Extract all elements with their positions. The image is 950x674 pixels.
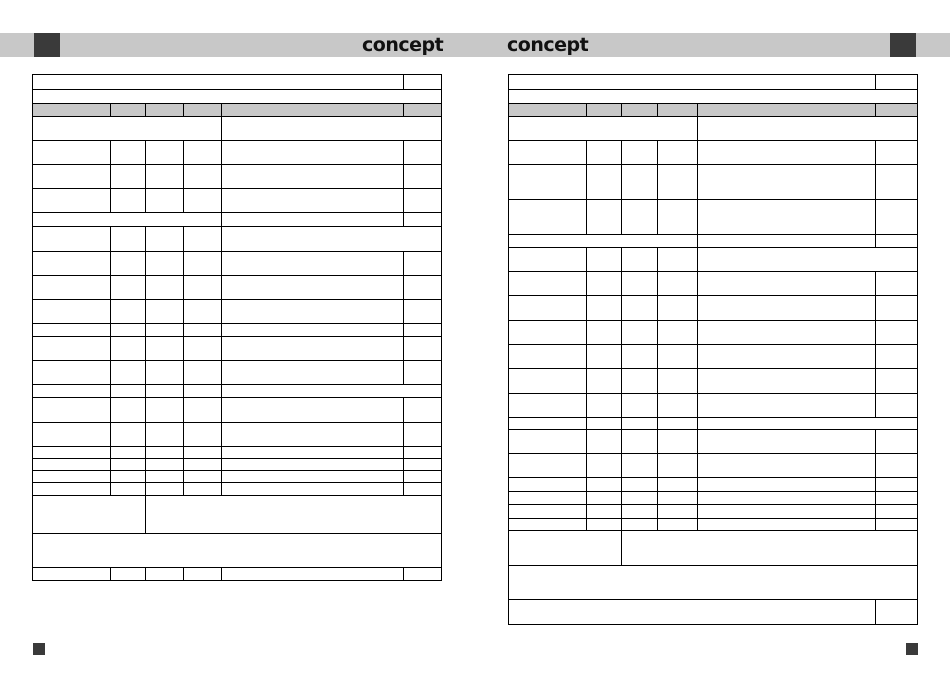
grid-line xyxy=(145,226,146,251)
grid-line xyxy=(875,453,876,477)
right-spec-table xyxy=(508,74,918,625)
grid-line xyxy=(183,164,184,188)
grid-line xyxy=(621,393,622,417)
grid-line xyxy=(221,275,222,299)
grid-line xyxy=(221,226,222,251)
grid-line xyxy=(697,344,698,368)
grid-line xyxy=(110,458,111,470)
grid-line xyxy=(697,271,698,295)
grid-line xyxy=(875,103,876,116)
grid-line xyxy=(657,320,658,344)
grid-line xyxy=(183,323,184,336)
grid-line xyxy=(221,188,222,212)
grid-line xyxy=(110,482,111,495)
grid-line xyxy=(657,417,658,429)
grid-line xyxy=(33,212,441,213)
grid-line xyxy=(403,164,404,188)
grid-line xyxy=(145,164,146,188)
grid-line xyxy=(403,75,404,89)
grid-line xyxy=(697,234,698,247)
grid-line xyxy=(697,295,698,320)
grid-line xyxy=(33,226,441,227)
grid-line xyxy=(509,89,917,90)
grid-line xyxy=(586,103,587,116)
grid-line xyxy=(145,397,146,422)
grid-line xyxy=(586,271,587,295)
grid-line xyxy=(875,320,876,344)
grid-line xyxy=(697,504,698,518)
grid-line xyxy=(586,453,587,477)
grid-line xyxy=(875,199,876,234)
grid-line xyxy=(403,336,404,360)
grid-line xyxy=(33,397,441,398)
grid-line xyxy=(697,320,698,344)
grid-line xyxy=(221,567,222,580)
grid-line xyxy=(509,518,917,519)
grid-line xyxy=(145,299,146,323)
grid-line xyxy=(183,567,184,580)
grid-line xyxy=(183,226,184,251)
grid-line xyxy=(657,140,658,164)
grid-line xyxy=(403,212,404,226)
grid-line xyxy=(621,518,622,530)
grid-line xyxy=(657,504,658,518)
header-right-corner-icon xyxy=(890,33,916,57)
grid-line xyxy=(403,251,404,275)
grid-line xyxy=(110,323,111,336)
grid-line xyxy=(183,140,184,164)
grid-line xyxy=(509,491,917,492)
grid-line xyxy=(875,75,876,89)
grid-line xyxy=(183,482,184,495)
grid-line xyxy=(509,344,917,345)
grid-line xyxy=(875,295,876,320)
grid-line xyxy=(586,295,587,320)
grid-line xyxy=(145,336,146,360)
grid-line xyxy=(221,482,222,495)
grid-line xyxy=(657,477,658,491)
grid-line xyxy=(509,368,917,369)
grid-line xyxy=(697,103,698,116)
grid-line xyxy=(145,482,146,495)
grid-line xyxy=(403,103,404,116)
grid-line xyxy=(403,397,404,422)
grid-line xyxy=(221,384,222,397)
grid-line xyxy=(145,140,146,164)
grid-line xyxy=(221,140,222,164)
grid-line xyxy=(621,504,622,518)
grid-line xyxy=(403,188,404,212)
grid-line xyxy=(697,164,698,199)
grid-line xyxy=(697,453,698,477)
right-brand-logo: concept xyxy=(507,34,589,56)
grid-line xyxy=(697,199,698,234)
grid-line xyxy=(33,188,441,189)
grid-line xyxy=(33,103,441,104)
grid-line xyxy=(657,344,658,368)
grid-line xyxy=(145,323,146,336)
grid-line xyxy=(697,393,698,417)
grid-line xyxy=(586,504,587,518)
grid-line xyxy=(183,422,184,446)
grid-line xyxy=(657,295,658,320)
grid-line xyxy=(657,199,658,234)
grid-line xyxy=(621,320,622,344)
grid-line xyxy=(110,275,111,299)
grid-line xyxy=(33,275,441,276)
grid-line xyxy=(697,368,698,393)
grid-line xyxy=(33,470,441,471)
grid-line xyxy=(586,247,587,271)
grid-line xyxy=(183,336,184,360)
grid-line xyxy=(586,368,587,393)
grid-line xyxy=(509,429,917,430)
grid-line xyxy=(183,103,184,116)
grid-line xyxy=(509,453,917,454)
grid-line xyxy=(221,422,222,446)
grid-line xyxy=(145,251,146,275)
grid-line xyxy=(586,199,587,234)
table-header-row xyxy=(33,104,441,116)
grid-line xyxy=(221,360,222,384)
header-bar xyxy=(0,33,950,57)
grid-line xyxy=(221,299,222,323)
grid-line xyxy=(183,446,184,458)
grid-line xyxy=(33,116,441,117)
grid-line xyxy=(33,482,441,483)
grid-line xyxy=(586,477,587,491)
grid-line xyxy=(875,599,876,624)
grid-line xyxy=(875,271,876,295)
grid-line xyxy=(33,140,441,141)
grid-line xyxy=(110,446,111,458)
grid-line xyxy=(621,491,622,504)
grid-line xyxy=(403,360,404,384)
grid-line xyxy=(183,470,184,482)
grid-line xyxy=(221,323,222,336)
table-header-row xyxy=(509,104,917,116)
grid-line xyxy=(403,140,404,164)
grid-line xyxy=(183,299,184,323)
grid-line xyxy=(110,397,111,422)
grid-line xyxy=(33,384,441,385)
grid-line xyxy=(33,164,441,165)
grid-line xyxy=(875,344,876,368)
grid-line xyxy=(221,251,222,275)
grid-line xyxy=(875,504,876,518)
grid-line xyxy=(145,567,146,580)
grid-line xyxy=(621,453,622,477)
grid-line xyxy=(221,446,222,458)
grid-line xyxy=(586,393,587,417)
grid-line xyxy=(509,504,917,505)
grid-line xyxy=(403,567,404,580)
grid-line xyxy=(657,518,658,530)
grid-line xyxy=(183,275,184,299)
grid-line xyxy=(657,103,658,116)
grid-line xyxy=(697,491,698,504)
grid-line xyxy=(110,336,111,360)
grid-line xyxy=(875,477,876,491)
grid-line xyxy=(403,446,404,458)
grid-line xyxy=(657,368,658,393)
grid-line xyxy=(697,417,698,429)
grid-line xyxy=(509,393,917,394)
grid-line xyxy=(403,275,404,299)
grid-line xyxy=(403,482,404,495)
grid-line xyxy=(33,533,441,534)
grid-line xyxy=(509,599,917,600)
grid-line xyxy=(621,368,622,393)
grid-line xyxy=(110,188,111,212)
grid-line xyxy=(657,393,658,417)
grid-line xyxy=(509,140,917,141)
grid-line xyxy=(110,251,111,275)
grid-line xyxy=(586,518,587,530)
grid-line xyxy=(586,344,587,368)
grid-line xyxy=(221,164,222,188)
grid-line xyxy=(875,368,876,393)
grid-line xyxy=(33,495,441,496)
grid-line xyxy=(697,247,698,271)
grid-line xyxy=(221,116,222,140)
grid-line xyxy=(183,397,184,422)
grid-line xyxy=(183,360,184,384)
grid-line xyxy=(875,518,876,530)
grid-line xyxy=(110,103,111,116)
grid-line xyxy=(509,271,917,272)
left-spec-table xyxy=(32,74,442,581)
grid-line xyxy=(509,320,917,321)
grid-line xyxy=(145,103,146,116)
grid-line xyxy=(586,417,587,429)
grid-line xyxy=(221,470,222,482)
grid-line xyxy=(145,458,146,470)
grid-line xyxy=(221,212,222,226)
grid-line xyxy=(875,164,876,199)
grid-line xyxy=(621,103,622,116)
grid-line xyxy=(586,429,587,453)
grid-line xyxy=(110,164,111,188)
grid-line xyxy=(145,275,146,299)
grid-line xyxy=(33,323,441,324)
grid-line xyxy=(875,491,876,504)
grid-line xyxy=(621,164,622,199)
grid-line xyxy=(403,458,404,470)
grid-line xyxy=(509,164,917,165)
grid-line xyxy=(621,344,622,368)
grid-line xyxy=(875,429,876,453)
grid-line xyxy=(110,384,111,397)
grid-line xyxy=(509,417,917,418)
grid-line xyxy=(33,89,441,90)
grid-line xyxy=(33,446,441,447)
grid-line xyxy=(183,384,184,397)
footer-right-marker-icon xyxy=(906,643,918,655)
grid-line xyxy=(509,565,917,566)
grid-line xyxy=(875,140,876,164)
grid-line xyxy=(221,397,222,422)
grid-line xyxy=(110,422,111,446)
grid-line xyxy=(145,188,146,212)
grid-line xyxy=(33,251,441,252)
grid-line xyxy=(875,393,876,417)
grid-line xyxy=(621,199,622,234)
grid-line xyxy=(509,103,917,104)
footer-left-marker-icon xyxy=(33,643,45,655)
grid-line xyxy=(621,247,622,271)
grid-line xyxy=(403,323,404,336)
grid-line xyxy=(697,477,698,491)
grid-line xyxy=(509,530,917,531)
grid-line xyxy=(509,234,917,235)
grid-line xyxy=(657,429,658,453)
grid-line xyxy=(509,477,917,478)
grid-line xyxy=(221,336,222,360)
grid-line xyxy=(110,470,111,482)
grid-line xyxy=(509,247,917,248)
grid-line xyxy=(110,140,111,164)
grid-line xyxy=(33,567,441,568)
grid-line xyxy=(145,360,146,384)
grid-line xyxy=(586,491,587,504)
left-brand-logo: concept xyxy=(362,34,444,56)
grid-line xyxy=(145,384,146,397)
grid-line xyxy=(586,164,587,199)
grid-line xyxy=(145,446,146,458)
grid-line xyxy=(33,336,441,337)
grid-line xyxy=(621,477,622,491)
grid-line xyxy=(509,116,917,117)
grid-line xyxy=(621,417,622,429)
grid-line xyxy=(697,429,698,453)
grid-line xyxy=(875,234,876,247)
grid-line xyxy=(183,458,184,470)
grid-line xyxy=(586,320,587,344)
grid-line xyxy=(697,518,698,530)
grid-line xyxy=(621,140,622,164)
grid-line xyxy=(33,422,441,423)
grid-line xyxy=(509,295,917,296)
grid-line xyxy=(621,429,622,453)
grid-line xyxy=(657,453,658,477)
grid-line xyxy=(221,103,222,116)
grid-line xyxy=(586,140,587,164)
grid-line xyxy=(110,299,111,323)
grid-line xyxy=(697,140,698,164)
grid-line xyxy=(183,251,184,275)
grid-line xyxy=(145,495,146,533)
grid-line xyxy=(183,188,184,212)
grid-line xyxy=(657,247,658,271)
grid-line xyxy=(657,164,658,199)
grid-line xyxy=(657,271,658,295)
grid-line xyxy=(33,299,441,300)
grid-line xyxy=(621,530,622,565)
grid-line xyxy=(657,491,658,504)
grid-line xyxy=(621,271,622,295)
grid-line xyxy=(403,299,404,323)
grid-line xyxy=(145,422,146,446)
grid-line xyxy=(145,470,146,482)
grid-line xyxy=(110,226,111,251)
grid-line xyxy=(621,295,622,320)
grid-line xyxy=(509,199,917,200)
grid-line xyxy=(221,458,222,470)
grid-line xyxy=(697,116,698,140)
header-left-corner-icon xyxy=(34,33,60,57)
grid-line xyxy=(33,360,441,361)
grid-line xyxy=(403,470,404,482)
grid-line xyxy=(110,567,111,580)
grid-line xyxy=(33,458,441,459)
grid-line xyxy=(403,422,404,446)
grid-line xyxy=(110,360,111,384)
